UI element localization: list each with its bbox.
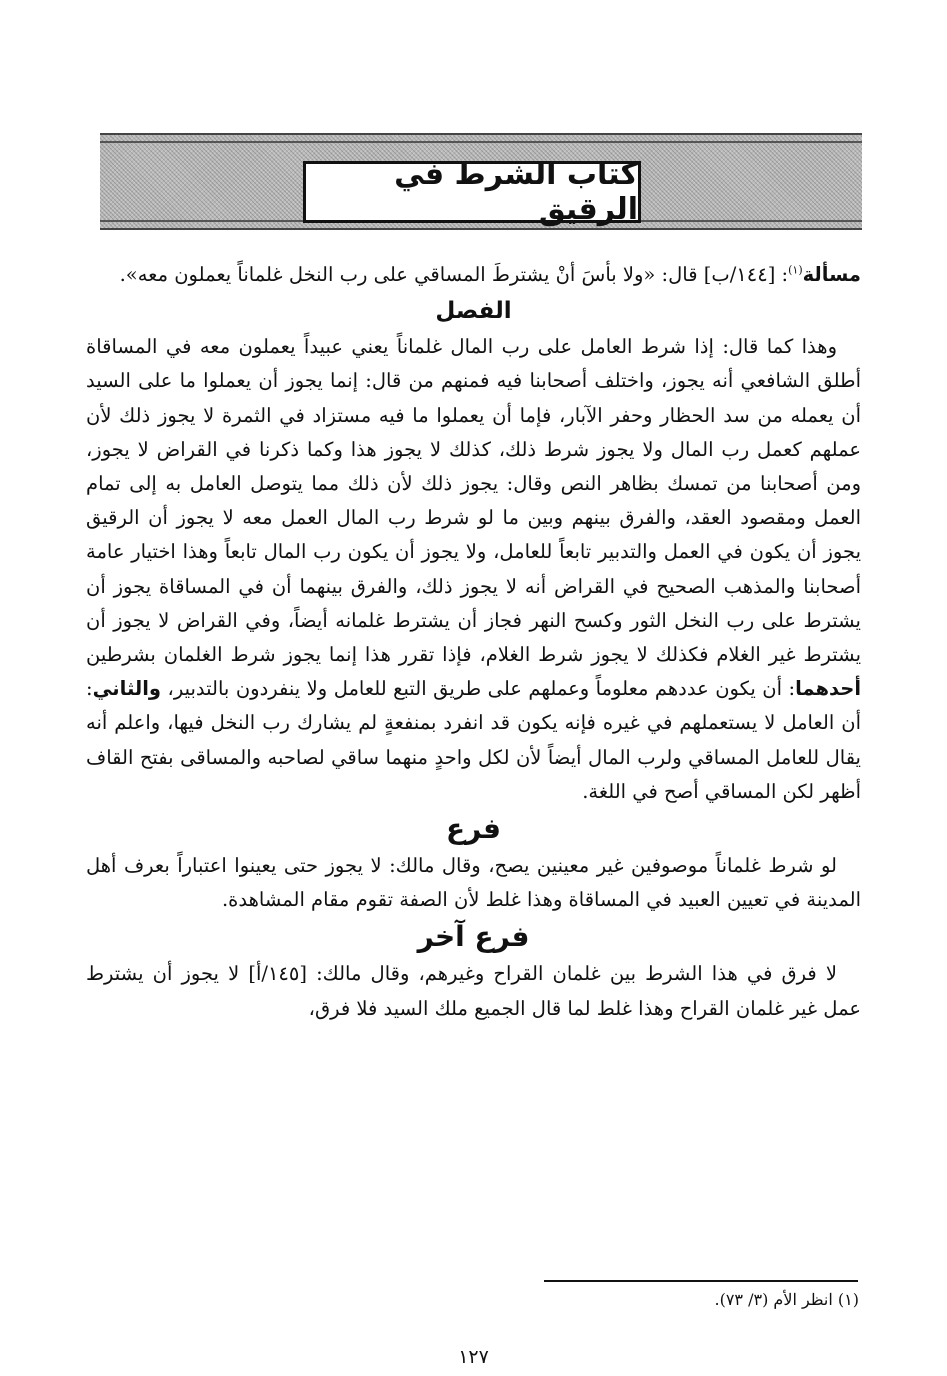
fasl-text-2: : أن يكون عددهم معلوماً وعملهم على طريق التبع للعامل ولا ينفردون بالتدبير، <box>167 677 796 701</box>
footnote-divider <box>544 1280 858 1282</box>
title-box <box>303 157 641 227</box>
section-heading-far-akhar: فرع آخر <box>417 920 530 954</box>
first-condition-label: أحدهما <box>795 677 862 701</box>
footnote-ref: (١) <box>788 263 803 277</box>
page-number: ١٢٧ <box>458 1346 489 1368</box>
section-heading-fasl: الفصل <box>435 298 512 325</box>
masala-label: مسألة <box>802 263 861 286</box>
far-paragraph: لو شرط غلماناً موصوفين غير معينين يصح، وقال مالك: لا يجوز حتى يعينوا اعتباراً بعرف أهل المدينة في تعيين العبيد في المساقاة وهذا غلط لأن الصفة تقوم مقام المشاهدة. <box>86 854 861 912</box>
masala-paragraph <box>86 258 861 292</box>
banner-stripe-top <box>100 141 862 143</box>
fasl-text-3: : أن العامل لا يستعملهم في غيره فإنه يكون قد انفرد بمنفعةٍ لم يشارك رب النخل فيها، واعلم أنه يقال للعامل المساقي ولرب المال أيضاً لأن لكل واحدٍ منهما ساقي لصاحبه والمساقى بفتح القاف أظهر لكن المساقي أصح في اللغة. <box>86 677 861 803</box>
section-heading-far: فرع <box>446 812 501 846</box>
masala-text: : [١٤٤/ب] قال: «ولا بأسَ أنْ يشترطَ المساقي على رب النخل غلماناً يعملون معه». <box>119 263 789 286</box>
page-title: كتاب الشرط في الرقيق <box>394 157 638 227</box>
footnote: (١) انظر الأم (٣/ ٧٣). <box>714 1290 859 1309</box>
second-condition-label: والثاني <box>92 677 162 701</box>
fasl-paragraph <box>86 330 861 809</box>
fasl-text-1: وهذا كما قال: إذا شرط العامل على رب المال غلماناً يعني عبيداً يعملون معه في المساقاة أطلق الشافعي أنه يجوز، واختلف أصحابنا فيه فمنهم من قال: إنما يجوز أن يعملوا ما على السيد أن يعمله من سد الحظار وحفر الآبار، فإما أن يعملوا ما فيه مستزاد في الثمرة لا يجوز ذلك لأن عملهم كعمل رب المال ولا يجوز شرط ذلك، كذلك لا يجوز هذا وكما ذكرنا في القراض لا يجوز، ومن أصحابنا من تمسك بظاهر النص وقال: يجوز ذلك لأن ذلك مما يتوصل العامل به إلى تمام العمل ومقصود العقد، والفرق بينهم وبين ما لو شرط رب المال العمل معه لا يجوز أن الرقيق يجوز أن يكون في العمل والتدبير تابعاً للعامل، ولا يجوز أن يكون رب المال تابعاً وهذا اختيار عامة أصحابنا والمذهب الصحيح في القراض أنه لا يجوز ذلك، والفرق بينهما أن في المساقاة يجوز أن يشترط على رب النخل الثور وكسح النهر فجاز أن يشترط غلمانه أيضاً، وفي القراض لا يجوز أن يشترط غير الغلام فكذلك لا يجوز شرط الغلام، فإذا تقرر هذا إنما يجوز شرط الغلمان بشرطين <box>86 335 861 667</box>
page-body <box>86 258 861 1026</box>
far-akhar-paragraph: لا فرق في هذا الشرط بين غلمان القراح وغيرهم، وقال مالك: [١٤٥/أ] لا يجوز أن يشترط عمل غير غلمان القراح وهذا غلط لما قال الجميع ملك السيد فلا فرق، <box>86 962 861 1020</box>
